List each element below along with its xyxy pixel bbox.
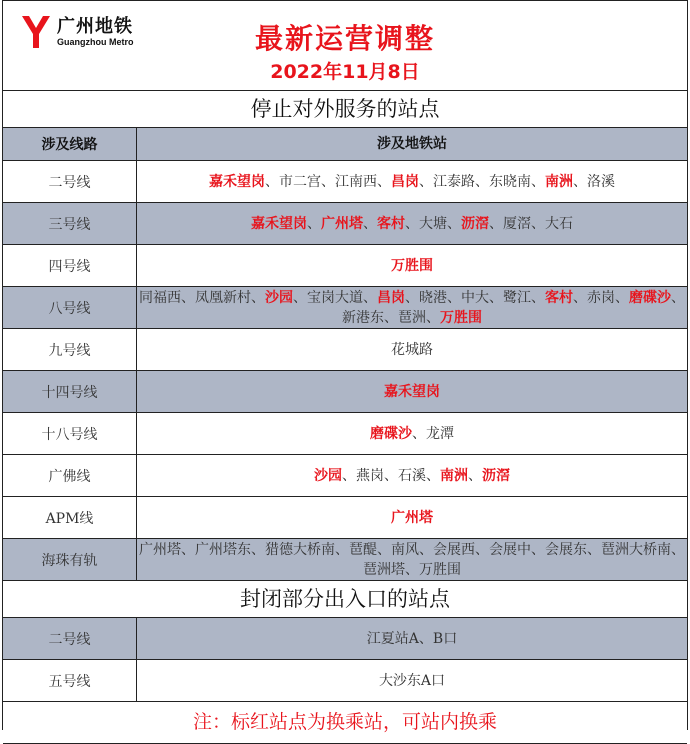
station-separator: 、 bbox=[307, 215, 321, 232]
station-name: 新港东 bbox=[342, 309, 384, 326]
transfer-station-name: 沥滘 bbox=[461, 215, 489, 232]
stations-cell bbox=[137, 245, 687, 286]
station-name: 赤岗 bbox=[587, 289, 615, 306]
station-name: 江夏站A、B口 bbox=[366, 630, 458, 647]
station-separator: 、 bbox=[615, 289, 629, 306]
station-separator: 、 bbox=[384, 309, 398, 326]
station-separator: 、 bbox=[377, 173, 391, 190]
station-separator: 、 bbox=[265, 173, 279, 190]
station-name: 石溪 bbox=[398, 467, 426, 484]
transfer-station-name: 嘉禾望岗 bbox=[384, 383, 440, 400]
station-separator: 、 bbox=[489, 215, 503, 232]
table-row bbox=[3, 660, 687, 702]
table-row bbox=[3, 539, 687, 581]
station-name: 江泰路 bbox=[433, 173, 475, 190]
table-row bbox=[3, 203, 687, 245]
stations-cell bbox=[137, 203, 687, 244]
table-row bbox=[3, 413, 687, 455]
station-name: 江南西 bbox=[335, 173, 377, 190]
station-separator: 、 bbox=[412, 425, 426, 442]
station-separator: 、 bbox=[531, 541, 545, 558]
station-separator: 、 bbox=[531, 173, 545, 190]
page-title: 最新运营调整 bbox=[254, 22, 435, 55]
logo-english-name: Guangzhou Metro bbox=[57, 36, 134, 47]
stations-cell bbox=[137, 287, 687, 328]
line-name: 九号线 bbox=[3, 329, 137, 370]
station-separator: 、 bbox=[405, 215, 419, 232]
station-name: 中大 bbox=[461, 289, 489, 306]
transfer-station-name: 万胜围 bbox=[440, 309, 482, 326]
line-name: 二号线 bbox=[3, 618, 137, 659]
table-row bbox=[3, 371, 687, 413]
station-separator: 、 bbox=[475, 173, 489, 190]
transfer-station-name: 客村 bbox=[377, 215, 405, 232]
station-name: 洛溪 bbox=[587, 173, 615, 190]
station-name: 万胜围 bbox=[419, 561, 461, 578]
station-name: 会展东 bbox=[545, 541, 587, 558]
station-name: 会展中 bbox=[489, 541, 531, 558]
stations-cell bbox=[137, 539, 687, 580]
logo-chinese-name: 广州地铁 bbox=[57, 15, 133, 37]
station-name: 大塘 bbox=[419, 215, 447, 232]
table-row bbox=[3, 618, 687, 660]
transfer-station-name: 南洲 bbox=[545, 173, 573, 190]
station-name: 同福西 bbox=[139, 289, 181, 306]
station-separator: 、 bbox=[363, 215, 377, 232]
station-separator: 、 bbox=[405, 561, 419, 578]
announcement-sheet bbox=[2, 0, 688, 733]
transfer-station-name: 沙园 bbox=[314, 467, 342, 484]
line-name: 十四号线 bbox=[3, 371, 137, 412]
station-separator: 、 bbox=[426, 309, 440, 326]
station-name: 晓港 bbox=[419, 289, 447, 306]
stations-cell bbox=[137, 371, 687, 412]
stations-cell bbox=[137, 413, 687, 454]
station-separator: 、 bbox=[342, 467, 356, 484]
station-name: 宝岗大道 bbox=[307, 289, 363, 306]
table-row bbox=[3, 245, 687, 287]
station-separator: 、 bbox=[573, 173, 587, 190]
stations-cell bbox=[137, 161, 687, 202]
station-name: 市二宫 bbox=[279, 173, 321, 190]
table-row bbox=[3, 497, 687, 539]
line-name: 广佛线 bbox=[3, 455, 137, 496]
station-separator: 、 bbox=[293, 289, 307, 306]
station-name: 大沙东A口 bbox=[378, 672, 446, 689]
station-separator: 、 bbox=[181, 289, 195, 306]
station-name: 龙潭 bbox=[426, 425, 454, 442]
station-separator: 、 bbox=[587, 541, 601, 558]
station-separator: 、 bbox=[251, 289, 265, 306]
station-name: 南风 bbox=[391, 541, 419, 558]
suspended-stations-table bbox=[3, 161, 687, 581]
station-separator: 、 bbox=[321, 173, 335, 190]
station-separator: 、 bbox=[405, 289, 419, 306]
station-separator: 、 bbox=[419, 541, 433, 558]
transfer-station-name: 磨碟沙 bbox=[370, 425, 412, 442]
station-name: 花城路 bbox=[391, 341, 433, 358]
station-name: 琶洲大桥南 bbox=[601, 541, 671, 558]
stations-cell bbox=[137, 497, 687, 538]
line-name: 四号线 bbox=[3, 245, 137, 286]
transfer-station-name: 昌岗 bbox=[391, 173, 419, 190]
stations-cell bbox=[137, 660, 687, 701]
transfer-station-name: 嘉禾望岗 bbox=[209, 173, 265, 190]
station-separator: 、 bbox=[426, 467, 440, 484]
transfer-station-name: 广州塔 bbox=[391, 509, 433, 526]
header bbox=[3, 0, 687, 91]
station-separator: 、 bbox=[447, 289, 461, 306]
station-name: 猎德大桥南 bbox=[265, 541, 335, 558]
station-separator: 、 bbox=[384, 467, 398, 484]
station-separator: 、 bbox=[671, 289, 685, 306]
station-separator: 、 bbox=[181, 541, 195, 558]
stations-cell bbox=[137, 455, 687, 496]
footnote: 注：标红站点为换乘站，可站内换乘 bbox=[3, 702, 687, 744]
table-row bbox=[3, 329, 687, 371]
station-name: 东晓南 bbox=[489, 173, 531, 190]
transfer-station-name: 南洲 bbox=[440, 467, 468, 484]
transfer-station-name: 嘉禾望岗 bbox=[251, 215, 307, 232]
station-name: 琶洲塔 bbox=[363, 561, 405, 578]
station-name: 燕岗 bbox=[356, 467, 384, 484]
line-name: 八号线 bbox=[3, 287, 137, 328]
station-name: 琶醍 bbox=[349, 541, 377, 558]
station-name: 鹭江 bbox=[503, 289, 531, 306]
station-name: 凤凰新村 bbox=[195, 289, 251, 306]
transfer-station-name: 沙园 bbox=[265, 289, 293, 306]
station-separator: 、 bbox=[573, 289, 587, 306]
line-name: 二号线 bbox=[3, 161, 137, 202]
station-separator: 、 bbox=[531, 289, 545, 306]
station-separator: 、 bbox=[447, 215, 461, 232]
section-title-closed-entrances: 封闭部分出入口的站点 bbox=[3, 581, 687, 618]
station-separator: 、 bbox=[335, 541, 349, 558]
station-separator: 、 bbox=[363, 289, 377, 306]
station-separator: 、 bbox=[475, 541, 489, 558]
station-name: 大石 bbox=[545, 215, 573, 232]
line-name: 十八号线 bbox=[3, 413, 137, 454]
station-separator: 、 bbox=[531, 215, 545, 232]
column-header-line: 涉及线路 bbox=[3, 128, 137, 160]
table-row bbox=[3, 455, 687, 497]
line-name: APM线 bbox=[3, 497, 137, 538]
page-date: 2022年11月8日 bbox=[270, 61, 420, 83]
station-separator: 、 bbox=[419, 173, 433, 190]
closed-entrances-table bbox=[3, 618, 687, 702]
line-name: 三号线 bbox=[3, 203, 137, 244]
station-separator: 、 bbox=[489, 289, 503, 306]
station-separator: 、 bbox=[251, 541, 265, 558]
table-row bbox=[3, 161, 687, 203]
table-header bbox=[3, 128, 687, 161]
station-separator: 、 bbox=[671, 541, 685, 558]
station-name: 会展西 bbox=[433, 541, 475, 558]
station-name: 厦滘 bbox=[503, 215, 531, 232]
line-name: 海珠有轨 bbox=[3, 539, 137, 580]
station-name: 琶洲 bbox=[398, 309, 426, 326]
station-separator: 、 bbox=[377, 541, 391, 558]
transfer-station-name: 昌岗 bbox=[377, 289, 405, 306]
line-name: 五号线 bbox=[3, 660, 137, 701]
transfer-station-name: 磨碟沙 bbox=[629, 289, 671, 306]
column-header-stations: 涉及地铁站 bbox=[377, 136, 447, 152]
station-separator: 、 bbox=[468, 467, 482, 484]
station-name: 广州塔东 bbox=[195, 541, 251, 558]
transfer-station-name: 广州塔 bbox=[321, 215, 363, 232]
table-row bbox=[3, 287, 687, 329]
stations-cell bbox=[137, 329, 687, 370]
transfer-station-name: 万胜围 bbox=[391, 257, 433, 274]
transfer-station-name: 沥滘 bbox=[482, 467, 510, 484]
section-title-suspended: 停止对外服务的站点 bbox=[3, 91, 687, 128]
station-name: 广州塔 bbox=[139, 541, 181, 558]
stations-cell bbox=[137, 618, 687, 659]
transfer-station-name: 客村 bbox=[545, 289, 573, 306]
